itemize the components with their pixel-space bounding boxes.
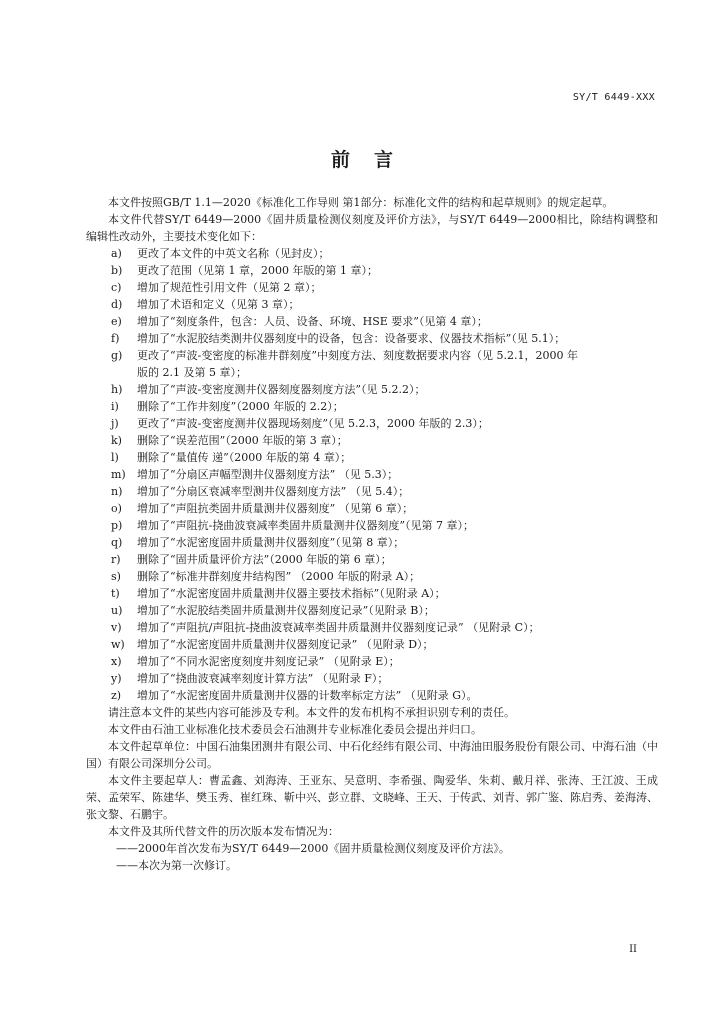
change-item-label: a): [111, 247, 122, 260]
changes-list: [86, 245, 658, 704]
change-item-text: 删除了“固井质量评价方法”（2000 年版的第 6 章）；: [137, 553, 392, 566]
change-item: [86, 619, 658, 636]
change-item: [86, 381, 658, 398]
change-item-text: 更改了“声波-变密度的标准井群刻度”中刻度方法、刻度数据要求内容（见 5.2.1，2000 年: [137, 349, 578, 362]
drafters-paragraph: 本文件主要起草人：曹孟鑫、刘海涛、王亚东、吴意明、李希强、陶爱华、朱莉、戴月祥、张涛、王江波、王成荣、孟荣军、陈建华、樊玉秀、崔红珠、靳中兴、彭立群、文晓峰、王天、于传武、刘青、郭广鉴、陈启秀、姜海涛、张文黎、石鹏宇。: [86, 774, 658, 821]
change-item-label: m): [111, 468, 126, 481]
page-number: II: [629, 944, 637, 955]
change-item-label: e): [111, 315, 122, 328]
change-item-text: 删除了“标准井群刻度井结构图” （2000 年版的附录 A）；: [137, 570, 421, 583]
change-item: [86, 500, 658, 517]
change-item-label: r): [111, 553, 121, 566]
change-item: [86, 551, 658, 568]
change-item: [86, 585, 658, 602]
change-item-label: f): [111, 332, 120, 345]
change-item-label: z): [111, 689, 122, 702]
change-item-text: 增加了“水泥密度固井质量测井仪器的计数率标定方法” （见附录 G）。: [137, 689, 478, 702]
change-item-label: l): [111, 451, 119, 464]
change-item: [86, 602, 658, 619]
change-item-text: 增加了“声阻抗-挠曲波衰减率类固井质量测井仪器刻度”（见第 7 章）；: [137, 519, 474, 532]
history-intro-paragraph: 本文件及其所代替文件的历次版本发布情况为：: [108, 825, 339, 838]
foreword-body: [86, 194, 658, 874]
intro-paragraph: 本文件代替SY/T 6449—2000《固井质量检测仪刻度及评价方法》，与SY/T 6449—2000相比，除结构调整和编辑性改动外，主要技术变化如下：: [86, 213, 658, 243]
change-item: [86, 466, 658, 483]
change-item-label: b): [111, 264, 123, 277]
change-item-label: i): [111, 400, 119, 413]
change-item-text: 增加了术语和定义（见第 3 章）；: [137, 298, 300, 311]
change-item: [86, 415, 658, 432]
change-item-text: 删除了“工作井刻度”（2000 年版的 2.2）；: [137, 400, 344, 413]
change-item: [86, 483, 658, 500]
change-item-text: 更改了本文件的中英文名称（见封皮）；: [137, 247, 330, 260]
page-title: 前言: [330, 149, 417, 171]
document-code: SY/T 6449-XXX: [572, 92, 655, 103]
change-item: [86, 517, 658, 534]
change-item-indent: [86, 364, 137, 381]
change-item: [86, 296, 658, 313]
history-item: ——本次为第一次修订。: [116, 859, 237, 872]
change-item-label: y): [111, 672, 122, 685]
change-item-text: 删除了“误差范围”（2000 年版的第 3 章）；: [137, 434, 348, 447]
change-item-text: 增加了“水泥密度固井质量测井仪器刻度记录” （见附录 D）；: [137, 638, 434, 651]
change-item: [86, 636, 658, 653]
closing-paragraph: 本文件由石油工业标准化技术委员会石油测井专业标准化委员会提出并归口。: [108, 723, 482, 736]
change-item-text: 增加了“声波-变密度测井仪器刻度器刻度方法”（见 5.2.2）；: [137, 383, 426, 396]
change-item-label: w): [111, 638, 125, 651]
history-item: ——2000年首次发布为SY/T 6449—2000《固井质量检测仪刻度及评价方法》。: [116, 842, 510, 855]
change-item-label: u): [111, 604, 123, 617]
change-item: [86, 449, 658, 466]
change-item: [86, 245, 658, 262]
change-item-label: p): [111, 519, 123, 532]
change-item: [86, 568, 658, 585]
change-item-label: t): [111, 587, 120, 600]
change-item: [86, 398, 658, 415]
change-item: [86, 432, 658, 449]
change-item-text: 增加了“分扇区声幅型测井仪器刻度方法” （见 5.3）；: [137, 468, 399, 481]
change-item-label: g): [111, 349, 123, 362]
change-item-text: 增加了规范性引用文件（见第 2 章）；: [137, 281, 322, 294]
change-item-label: q): [111, 536, 123, 549]
change-item-text: 增加了“分扇区衰减率型测井仪器刻度方法” （见 5.4）；: [137, 485, 410, 498]
change-item: [86, 279, 658, 296]
change-item-text: 增加了“水泥密度固井质量测井仪器主要技术指标”（见附录 A）；: [137, 587, 446, 600]
change-item-label: x): [111, 655, 122, 668]
change-item-text: 增加了“挠曲波衰减率刻度计算方法” （见附录 F）；: [137, 672, 389, 685]
change-item-text: 增加了“水泥胶结类测井仪器刻度中的设备，包含：设备要求、仪器技术指标”（见 5.1）；: [137, 332, 566, 345]
change-item-continuation: 版的 2.1 及第 5 章）；: [137, 366, 247, 379]
change-item-text: 删除了“量值传 递”（2000 年版的第 4 章）；: [137, 451, 352, 464]
change-item-text: 更改了范围（见第 1 章，2000 年版的第 1 章）；: [137, 264, 378, 277]
change-item-cont-row: [86, 364, 658, 381]
drafting-units-paragraph: 本文件起草单位：中国石油集团测井有限公司、中石化经纬有限公司、中海油田服务股份有限公司、中海石油（中国）有限公司深圳分公司。: [86, 740, 658, 770]
change-item-text: 增加了“声阻抗/声阻抗-挠曲波衰减率类固井质量测井仪器刻度记录” （见附录 C）；: [137, 621, 540, 634]
change-item-text: 增加了“水泥密度固井质量测井仪器刻度”（见第 8 章）；: [137, 536, 405, 549]
change-item: [86, 313, 658, 330]
change-item-label: d): [111, 298, 123, 311]
change-item: [86, 687, 658, 704]
change-item: [86, 330, 658, 347]
change-item: [86, 534, 658, 551]
change-item-label: c): [111, 281, 122, 294]
intro-paragraph: 本文件按照GB/T 1.1—2020《标准化工作导则 第1部分：标准化文件的结构和起草规则》的规定起草。: [108, 196, 614, 209]
closing-paragraph: 请注意本文件的某些内容可能涉及专利。本文件的发布机构不承担识别专利的责任。: [108, 706, 515, 719]
change-item: [86, 262, 658, 279]
change-item-text: 增加了“不同水泥密度刻度井刻度记录” （见附录 E）；: [137, 655, 400, 668]
change-item-label: s): [111, 570, 121, 583]
change-item: [86, 347, 658, 364]
change-item: [86, 653, 658, 670]
change-item: [86, 670, 658, 687]
change-item-label: o): [111, 502, 122, 515]
change-item-label: j): [111, 417, 119, 430]
change-item-text: 增加了“声阻抗类固井质量测井仪器刻度” （见第 6 章）；: [137, 502, 414, 515]
change-item-text: 增加了“刻度条件，包含：人员、设备、环境、HSE 要求”（见第 4 章）；: [137, 315, 488, 328]
change-item-text: 增加了“水泥胶结类固井质量测井仪器刻度记录”（见附录 B）；: [137, 604, 435, 617]
change-item-label: h): [111, 383, 123, 396]
change-item-label: v): [111, 621, 122, 634]
change-item-label: n): [111, 485, 123, 498]
change-item-text: 更改了“声波-变密度测井仪器现场刻度”（见 5.2.3，2000 年版的 2.3）；: [137, 417, 489, 430]
change-item-label: k): [111, 434, 122, 447]
